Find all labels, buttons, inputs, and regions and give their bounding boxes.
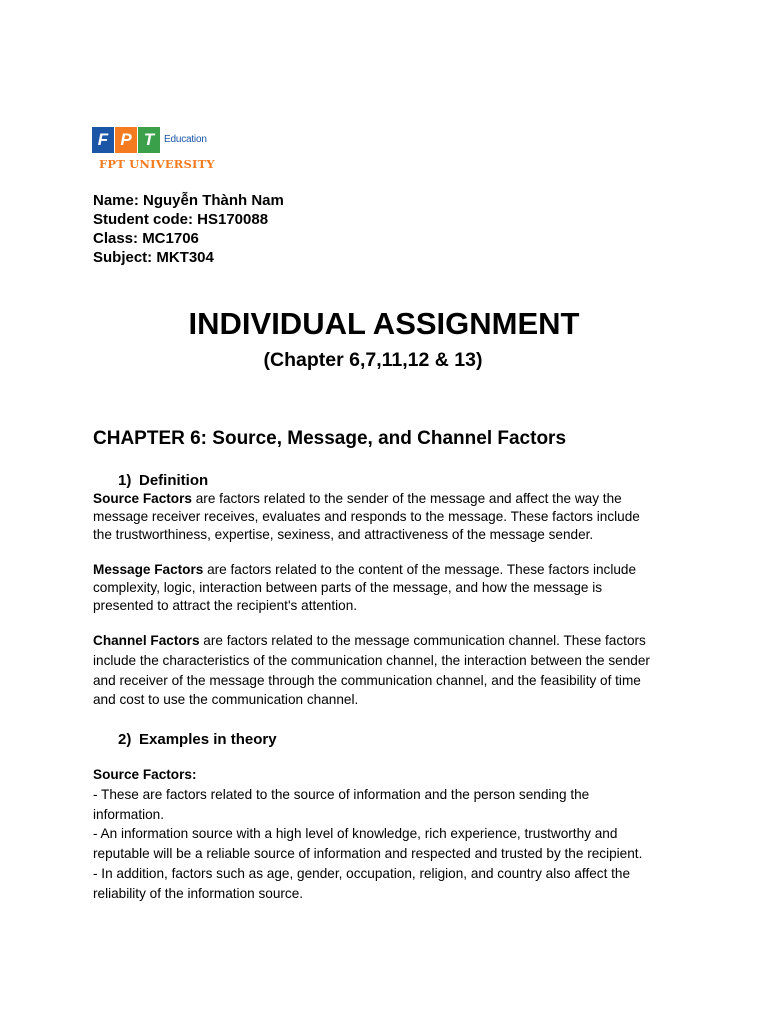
logo-education-text: Education <box>164 134 207 145</box>
student-code: Student code: HS170088 <box>93 211 269 228</box>
paragraph-line: are factors related to the content of the message. These factors include <box>203 562 637 577</box>
paragraph-line: - An information source with a high level of knowledge, rich experience, trustworthy and <box>93 826 618 842</box>
logo-letter-f: F <box>92 127 114 153</box>
paragraph-line: complexity, logic, interaction between parts of the message, and how the message is <box>93 580 603 595</box>
paragraph-line: and receiver of the message through the communication channel, and the feasibility of time <box>93 672 641 688</box>
paragraph-line: - In addition, factors such as age, gender, occupation, religion, and country also affect the <box>93 865 631 881</box>
document-title: INDIVIDUAL ASSIGNMENT <box>188 306 580 341</box>
section-definition-heading <box>118 472 208 489</box>
student-class: Class: MC1706 <box>93 230 199 247</box>
examples-heading: Source Factors: <box>93 767 197 782</box>
paragraph-line: reputable will be a reliable source of information and respected and trusted by the recipient. <box>93 846 643 862</box>
source-factors-definition <box>93 490 678 544</box>
paragraph-line: information. <box>93 806 165 822</box>
paragraph-line: - These are factors related to the source of information and the person sending the <box>93 786 590 802</box>
section-title: Examples in theory <box>139 731 277 748</box>
student-subject: Subject: MKT304 <box>93 249 214 266</box>
paragraph-line: the trustworthiness, expertise, sexiness, and attractiveness of the message sender. <box>93 527 594 542</box>
channel-factors-definition <box>93 631 678 710</box>
logo-letter-p: P <box>115 127 137 153</box>
paragraph-line: include the characteristics of the communication channel, the interaction between the sender <box>93 652 650 668</box>
source-factors-examples <box>93 765 678 904</box>
paragraph-line: are factors related to the sender of the message and affect the way the <box>191 491 622 506</box>
term-channel-factors: Channel Factors <box>93 633 200 648</box>
fpt-university-logo <box>92 125 218 175</box>
fpt-logo-mark <box>92 127 162 155</box>
logo-university-text: FPT UNIVERSITY <box>99 157 215 171</box>
section-title: Definition <box>139 472 209 489</box>
paragraph-line: message receiver receives, evaluates and responds to the message. These factors include <box>93 509 640 524</box>
student-name: Name: Nguyễn Thành Nam <box>93 192 284 209</box>
logo-letter-t: T <box>138 127 160 153</box>
paragraph-line: presented to attract the recipient's attention. <box>93 598 358 613</box>
section-number: 1) <box>118 472 132 489</box>
term-source-factors: Source Factors <box>93 491 192 506</box>
term-message-factors: Message Factors <box>93 562 204 577</box>
chapter-heading: CHAPTER 6: Source, Message, and Channel Factors <box>93 428 567 449</box>
document-subtitle: (Chapter 6,7,11,12 & 13) <box>263 349 483 371</box>
message-factors-definition <box>93 561 678 615</box>
paragraph-line: and cost to use the communication channel. <box>93 692 359 708</box>
paragraph-line: reliability of the information source. <box>93 885 304 901</box>
section-number: 2) <box>118 731 132 748</box>
paragraph-line: are factors related to the message communication channel. These factors <box>199 633 646 648</box>
section-examples-heading <box>118 731 277 748</box>
